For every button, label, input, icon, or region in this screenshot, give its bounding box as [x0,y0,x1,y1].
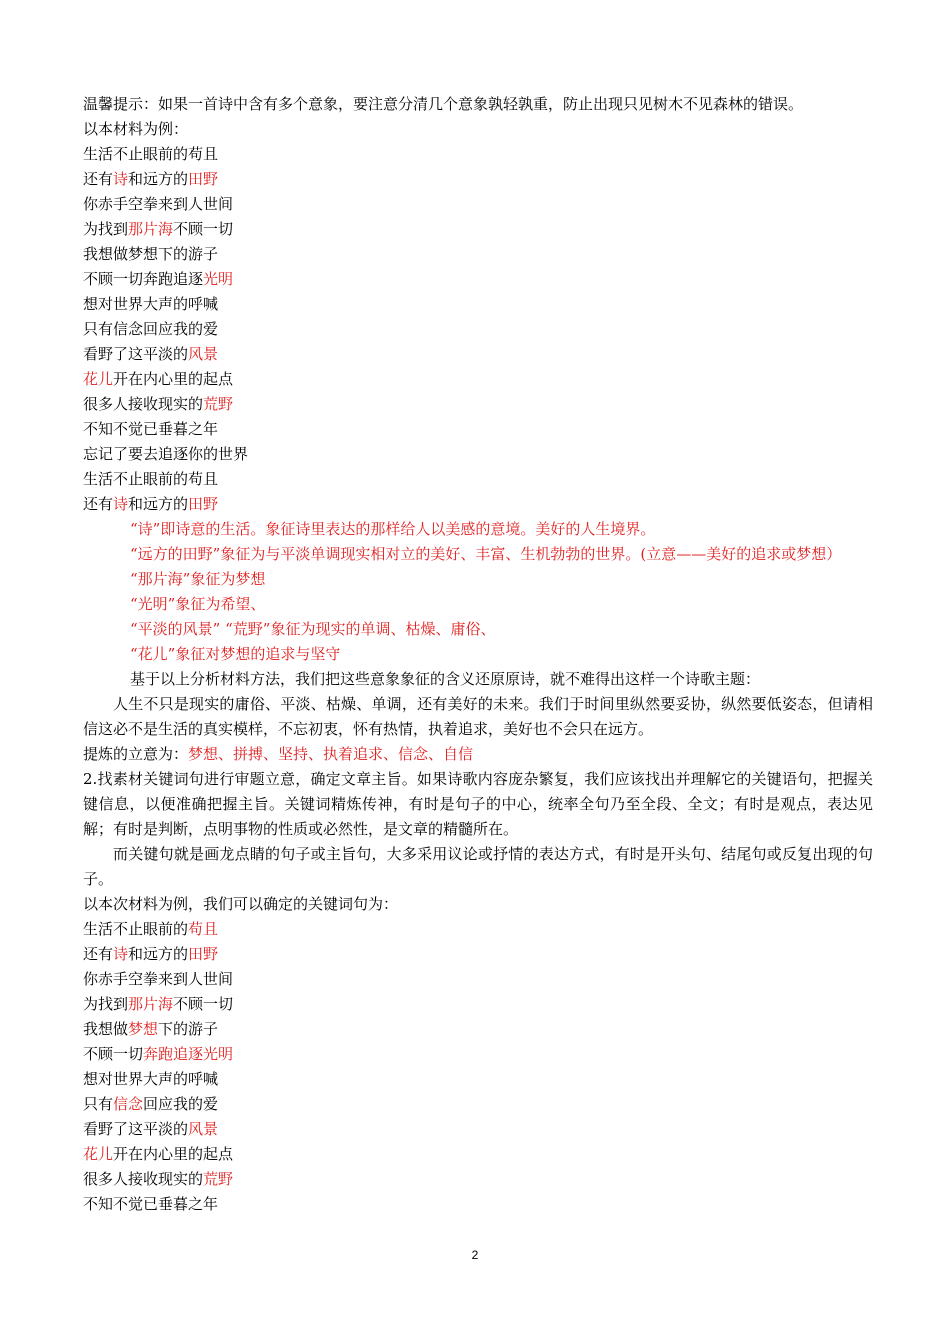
poem2-line: 不顾一切奔跑追逐光明 [83,1045,234,1063]
highlight: 苟且 [188,920,219,938]
highlight: 荒野 [203,395,234,413]
poem1-line: 忘记了要去追逐你的世界 [83,445,249,463]
poem1-line: 生活不止眼前的苟且 [83,145,219,163]
poem1-line: 我想做梦想下的游子 [83,245,219,263]
poem1-line: 不知不觉已垂暮之年 [83,420,219,438]
poem2-line: 我想做梦想下的游子 [83,1020,219,1038]
analysis-paragraph: “远方的田野”象征为与平淡单调现实相对立的美好、丰富、生机勃勃的世界。(立意——美好的追求或梦想） [130,545,842,563]
theme-paragraph: 人生不只是现实的庸俗、平淡、枯燥、单调，还有美好的未来。我们于时间里纵然要妥协，纵然要低姿态，但请相信这必不是生活的真实模样，不忘初衷，怀有热情，执着追求，美好也不会只在远方。 [83,695,873,738]
analysis-paragraph: “花儿”象征对梦想的追求与坚守 [130,645,341,663]
highlight: 梦想 [128,1020,159,1038]
poem2-line: 生活不止眼前的苟且 [83,920,219,938]
poem2-line: 只有信念回应我的爱 [83,1095,219,1113]
refined-theme-line: 提炼的立意为：梦想、拼搏、坚持、执着追求、信念、自信 [83,745,474,763]
poem2-line: 还有诗和远方的田野 [83,945,219,963]
poem1-line: 生活不止眼前的苟且 [83,470,219,488]
highlight: 诗 [113,495,129,513]
highlight: 田野 [188,170,219,188]
highlight: 田野 [188,495,219,513]
document-page [83,92,873,1217]
analysis-paragraph: “光明”象征为希望、 [130,595,266,613]
section2-paragraph: 而关键句就是画龙点睛的句子或主旨句，大多采用议论或抒情的表达方式，有时是开头句、结尾句或反复出现的句子。 [83,845,873,888]
highlight: 奔跑追逐光明 [143,1045,234,1063]
section2-paragraph: 2.找素材关键词句进行审题立意，确定文章主旨。如果诗歌内容庞杂繁复，我们应该找出并理解它的关键语句，把握关键信息，以便准确把握主旨。关键词精炼传神，有时是句子的中心，统率全句乃至全段、全文；有时是观点，表达见解；有时是判断，点明事物的性质或必然性，是文章的精髓所在。 [83,770,873,838]
analysis-paragraph: “那片海”象征为梦想 [130,570,266,588]
highlight: 诗 [113,945,129,963]
analysis-paragraph: 基于以上分析材料方法，我们把这些意象象征的含义还原原诗，就不难得出这样一个诗歌主题： [130,670,761,688]
poem1-line: 很多人接收现实的荒野 [83,395,234,413]
poem1-line: 你赤手空拳来到人世间 [83,195,234,213]
poem2-line: 看野了这平淡的风景 [83,1120,219,1138]
tip-line: 温馨提示：如果一首诗中含有多个意象，要注意分清几个意象孰轻孰重，防止出现只见树木不见森林的错误。 [83,95,804,113]
highlight: 田野 [188,945,219,963]
poem1-line: 想对世界大声的呼喊 [83,295,219,313]
highlight: 风景 [188,1120,219,1138]
poem2-line: 你赤手空拳来到人世间 [83,970,234,988]
poem1-line: 不顾一切奔跑追逐光明 [83,270,234,288]
poem1-line: 看野了这平淡的风景 [83,345,219,363]
highlight: 风景 [188,345,219,363]
section2-paragraph: 以本次材料为例，我们可以确定的关键词句为： [83,895,399,913]
poem1-line: 还有诗和远方的田野 [83,495,219,513]
analysis-paragraph: “平淡的风景” “荒野”象征为现实的单调、枯燥、庸俗、 [130,620,496,638]
poem2-line: 想对世界大声的呼喊 [83,1070,219,1088]
poem1-line: 花儿开在内心里的起点 [83,370,234,388]
highlight: 那片海 [128,220,174,238]
poem2-line: 为找到那片海不顾一切 [83,995,234,1013]
poem1-line: 为找到那片海不顾一切 [83,220,234,238]
poem2-line: 不知不觉已垂暮之年 [83,1195,219,1213]
poem1-line: 只有信念回应我的爱 [83,320,219,338]
highlight: 诗 [113,170,129,188]
highlight: 梦想、拼搏、坚持、执着追求、信念、自信 [188,745,474,763]
highlight: 信念 [113,1095,144,1113]
highlight: 荒野 [203,1170,234,1188]
analysis-paragraph: “诗”即诗意的生活。象征诗里表达的那样给人以美感的意境。美好的人生境界。 [130,520,656,538]
highlight: 花儿 [83,370,114,388]
page-number: 2 [471,1248,479,1262]
poem2-line: 很多人接收现实的荒野 [83,1170,234,1188]
highlight: 花儿 [83,1145,114,1163]
example-intro: 以本材料为例： [83,120,189,138]
poem1-line: 还有诗和远方的田野 [83,170,219,188]
poem2-line: 花儿开在内心里的起点 [83,1145,234,1163]
highlight: 光明 [203,270,234,288]
highlight: 那片海 [128,995,174,1013]
